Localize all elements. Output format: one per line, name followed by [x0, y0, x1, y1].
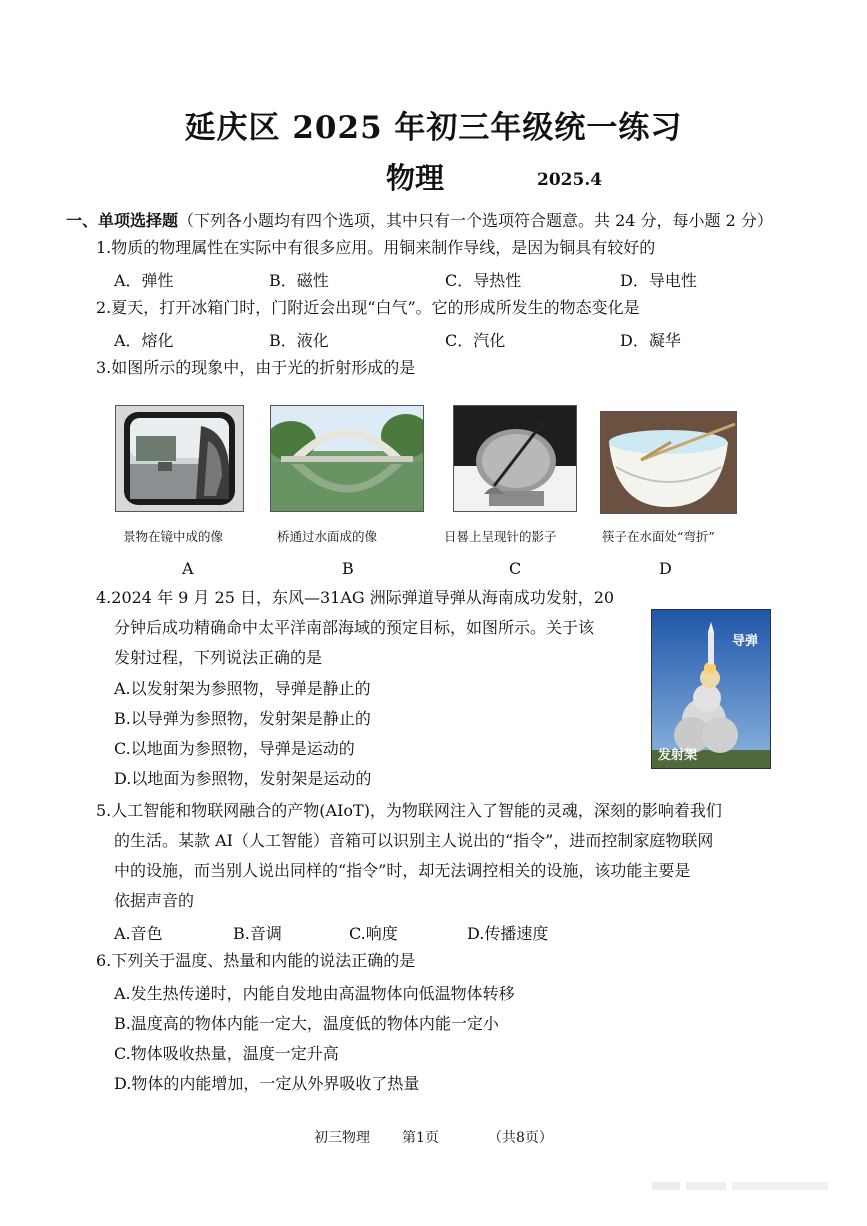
q4-line-1: 4.2024 年 9 月 25 日，东风—31AG 洲际弹道导弹从海南成功发射，20 — [96, 588, 615, 607]
q3-letter-b: B — [342, 559, 354, 578]
q5-option-c: C.响度 — [349, 924, 398, 943]
q6-option-a: A.发生热传递时，内能自发地由高温物体向低温物体转移 — [114, 984, 515, 1003]
exam-title: 延庆区 2025 年初三年级统一练习 — [184, 110, 683, 146]
chopsticks-image — [600, 411, 737, 514]
bridge-image — [270, 405, 424, 512]
missile-image — [651, 609, 771, 769]
q3-caption-c: 日晷上呈现针的影子 — [444, 529, 557, 544]
section-note: （下列各小题均有四个选项，其中只有一个选项符合题意。共 24 分，每小题 2 分） — [178, 211, 773, 230]
q1-option-c: C．导热性 — [445, 271, 522, 290]
q4-option-d: D.以地面为参照物，发射架是运动的 — [114, 769, 372, 788]
footer-course: 初三物理 — [314, 1130, 370, 1146]
q3-letter-d: D — [659, 559, 672, 578]
q1-option-a: A．弹性 — [114, 271, 174, 290]
q4-line-2: 分钟后成功精确命中太平洋南部海域的预定目标，如图所示。关于该 — [114, 618, 595, 637]
exam-date: 2025.4 — [537, 170, 603, 190]
q5-line-1: 5.人工智能和物联网融合的产物(AIoT)，为物联网注入了智能的灵魂，深刻的影响着我们 — [96, 801, 722, 820]
watermark — [652, 1178, 832, 1194]
exam-subject: 物理 — [386, 161, 445, 195]
q6-option-c: C.物体吸收热量，温度一定升高 — [114, 1044, 339, 1063]
q1-stem: 1.物质的物理属性在实际中有很多应用。用铜来制作导线，是因为铜具有较好的 — [96, 238, 656, 257]
launcher-label: 发射架 — [658, 748, 698, 763]
q3-stem: 3.如图所示的现象中，由于光的折射形成的是 — [96, 358, 416, 377]
q1-option-d: D．导电性 — [620, 271, 697, 290]
q4-option-a: A.以发射架为参照物，导弹是静止的 — [114, 679, 371, 698]
q3-letter-c: C — [509, 559, 522, 578]
q4-option-b: B.以导弹为参照物，发射架是静止的 — [114, 709, 371, 728]
section-title: 一、单项选择题 — [66, 211, 179, 230]
section-heading — [66, 208, 773, 231]
q1-option-b: B．磁性 — [269, 271, 329, 290]
footer-page: 第1页 — [402, 1130, 439, 1146]
missile-label: 导弹 — [732, 634, 759, 649]
q4-option-c: C.以地面为参照物，导弹是运动的 — [114, 739, 355, 758]
mirror-image — [115, 405, 244, 512]
sundial-image — [453, 405, 577, 512]
q2-option-c: C．汽化 — [445, 331, 506, 350]
q2-stem: 2.夏天，打开冰箱门时，门附近会出现“白气”。它的形成所发生的物态变化是 — [96, 298, 640, 317]
q2-option-b: B．液化 — [269, 331, 329, 350]
q5-option-a: A.音色 — [114, 924, 163, 943]
q6-stem: 6.下列关于温度、热量和内能的说法正确的是 — [96, 951, 416, 970]
q5-option-d: D.传播速度 — [467, 924, 549, 943]
q3-caption-b: 桥通过水面成的像 — [277, 529, 378, 544]
q3-caption-d: 筷子在水面处“弯折” — [602, 529, 715, 544]
q6-option-d: D.物体的内能增加，一定从外界吸收了热量 — [114, 1074, 420, 1093]
q6-option-b: B.温度高的物体内能一定大，温度低的物体内能一定小 — [114, 1014, 499, 1033]
q5-line-3: 中的设施，而当别人说出同样的“指令”时，却无法调控相关的设施，该功能主要是 — [114, 861, 691, 880]
q2-option-a: A．熔化 — [114, 331, 174, 350]
q3-caption-a: 景物在镜中成的像 — [123, 529, 224, 544]
q3-letter-a: A — [182, 559, 194, 578]
q5-line-2: 的生活。某款 AI（人工智能）音箱可以识别主人说出的“指令”，进而控制家庭物联网 — [114, 831, 714, 850]
q4-line-3: 发射过程，下列说法正确的是 — [114, 648, 323, 667]
q2-option-d: D．凝华 — [620, 331, 681, 350]
footer-total: （共8页） — [488, 1130, 553, 1146]
q5-line-4: 依据声音的 — [114, 891, 195, 910]
q5-option-b: B.音调 — [233, 924, 282, 943]
